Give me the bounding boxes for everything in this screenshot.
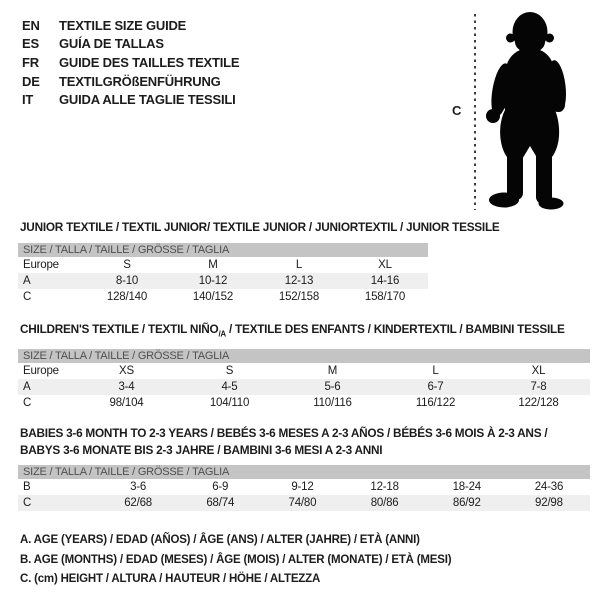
value-cell: 62/68: [124, 497, 152, 509]
language-code: ES: [22, 36, 39, 52]
size-cell: XS: [119, 365, 134, 377]
region-sizes-row: [18, 363, 590, 379]
legend-line-c: C. (cm) HEIGHT / ALTURA / HAUTEUR / HÖHE / ALTEZZA: [20, 573, 321, 585]
size-header-bar: SIZE / TALLA / TAILLE / GRÖSSE / TAGLIA: [18, 243, 428, 257]
size-cell: XL: [378, 259, 392, 271]
size-header-bar: SIZE / TALLA / TAILLE / GRÖSSE / TAGLIA: [18, 349, 590, 363]
language-title: GUIDA ALLE TAGLIE TESSILI: [59, 92, 236, 108]
table-row-height: [18, 395, 590, 411]
babies-section-title: [20, 425, 547, 459]
language-code: DE: [22, 73, 40, 89]
babies-size-table: [18, 465, 590, 511]
language-row: [22, 90, 239, 109]
value-cell: 92/98: [535, 497, 563, 509]
row-label: B: [23, 481, 31, 493]
size-cell: M: [327, 365, 338, 377]
language-title: GUIDE DES TAILLES TEXTILE: [59, 54, 240, 70]
value-cell: 6-7: [427, 381, 444, 393]
children-size-table: [18, 349, 590, 411]
value-cell: 12-13: [284, 275, 314, 287]
language-row: [22, 35, 239, 54]
table-row-age-months: [18, 479, 590, 495]
value-cell: 6-9: [212, 481, 229, 493]
size-cell: M: [208, 259, 218, 271]
children-title-sub: /A: [218, 329, 226, 339]
value-cell: 140/152: [192, 291, 234, 303]
value-cell: 8-10: [115, 275, 139, 287]
size-cell: L: [432, 365, 439, 377]
table-row-age: [18, 379, 590, 395]
row-label: C: [23, 291, 32, 303]
value-cell: 158/170: [364, 291, 406, 303]
language-title: GUÍA DE TALLAS: [59, 36, 164, 52]
value-cell: 110/116: [313, 397, 352, 409]
children-title-post: / TEXTILE DES ENFANTS / KINDERTEXTIL / BAMBINI TESSILE: [225, 322, 565, 336]
language-code: IT: [22, 92, 34, 108]
size-cell: S: [123, 259, 131, 271]
size-cell: S: [225, 365, 234, 377]
legend-line-b: B. AGE (MONTHS) / EDAD (MESES) / ÂGE (MOIS) / ALTER (MONATE) / ETÀ (MESI): [20, 553, 452, 566]
value-cell: 3-6: [130, 481, 147, 493]
baby-silhouette-shape: [486, 12, 569, 210]
language-code: EN: [22, 17, 40, 33]
value-cell: 116/122: [415, 397, 456, 409]
value-cell: 86/92: [452, 497, 481, 509]
language-title: TEXTILGRÖßENFÜHRUNG: [59, 73, 221, 89]
value-cell: 68/74: [206, 497, 235, 509]
language-title-list: [22, 16, 239, 109]
measurement-legend: [20, 531, 451, 590]
value-cell: 122/128: [518, 397, 559, 409]
table-row-height: [18, 495, 590, 511]
language-row: [22, 53, 239, 72]
value-cell: 18-24: [452, 481, 481, 493]
value-cell: 104/110: [209, 397, 250, 409]
baby-silhouette-icon: [478, 6, 578, 210]
table-row-age: [18, 273, 428, 289]
size-header-bar: SIZE / TALLA / TAILLE / GRÖSSE / TAGLIA: [18, 465, 590, 479]
value-cell: 7-8: [530, 381, 547, 393]
value-cell: 128/140: [106, 291, 148, 303]
height-measure-label: C: [452, 103, 462, 118]
language-code: FR: [22, 54, 39, 70]
language-title: TEXTILE SIZE GUIDE: [59, 17, 187, 33]
value-cell: 3-4: [118, 381, 135, 393]
children-section-title: [20, 321, 565, 342]
value-cell: 10-12: [198, 275, 228, 287]
region-sizes-row: [18, 257, 428, 273]
value-cell: 9-12: [291, 481, 314, 493]
height-measure-dotted-line: [474, 14, 476, 210]
children-title-pre: CHILDREN'S TEXTILE / TEXTIL NIÑO: [20, 322, 219, 336]
language-row: [22, 16, 239, 35]
language-row: [22, 72, 239, 91]
size-cell: XL: [531, 365, 546, 377]
region-label: Europe: [23, 365, 59, 377]
row-label: C: [23, 497, 32, 509]
legend-line-a: A. AGE (YEARS) / EDAD (AÑOS) / ÂGE (ANS) / ALTER (JAHRE) / ETÀ (ANNI): [20, 534, 420, 546]
row-label: C: [23, 397, 32, 409]
region-label: Europe: [23, 259, 59, 271]
value-cell: 24-36: [534, 481, 564, 493]
row-label: A: [23, 381, 31, 393]
value-cell: 4-5: [221, 381, 238, 393]
table-row-height: [18, 289, 428, 305]
value-cell: 80/86: [370, 497, 399, 509]
value-cell: 74/80: [288, 497, 317, 509]
value-cell: 98/104: [109, 397, 144, 409]
babies-title-line1: BABIES 3-6 MONTH TO 2-3 YEARS / BEBÉS 3-6 MESES A 2-3 AÑOS / BÉBÉS 3-6 MOIS À 2-3 ANS /: [20, 426, 548, 440]
row-label: A: [23, 275, 31, 287]
size-cell: L: [295, 259, 303, 271]
value-cell: 12-18: [370, 481, 399, 493]
value-cell: 152/158: [278, 291, 320, 303]
junior-size-table: [18, 243, 428, 305]
value-cell: 14-16: [370, 275, 400, 287]
junior-section-title: JUNIOR TEXTILE / TEXTIL JUNIOR/ TEXTILE JUNIOR / JUNIORTEXTIL / JUNIOR TESSILE: [20, 220, 500, 234]
value-cell: 5-6: [324, 381, 341, 393]
babies-title-line2: BABYS 3-6 MONATE BIS 2-3 JAHRE / BAMBINI 3-6 MESI A 2-3 ANNI: [20, 443, 383, 457]
